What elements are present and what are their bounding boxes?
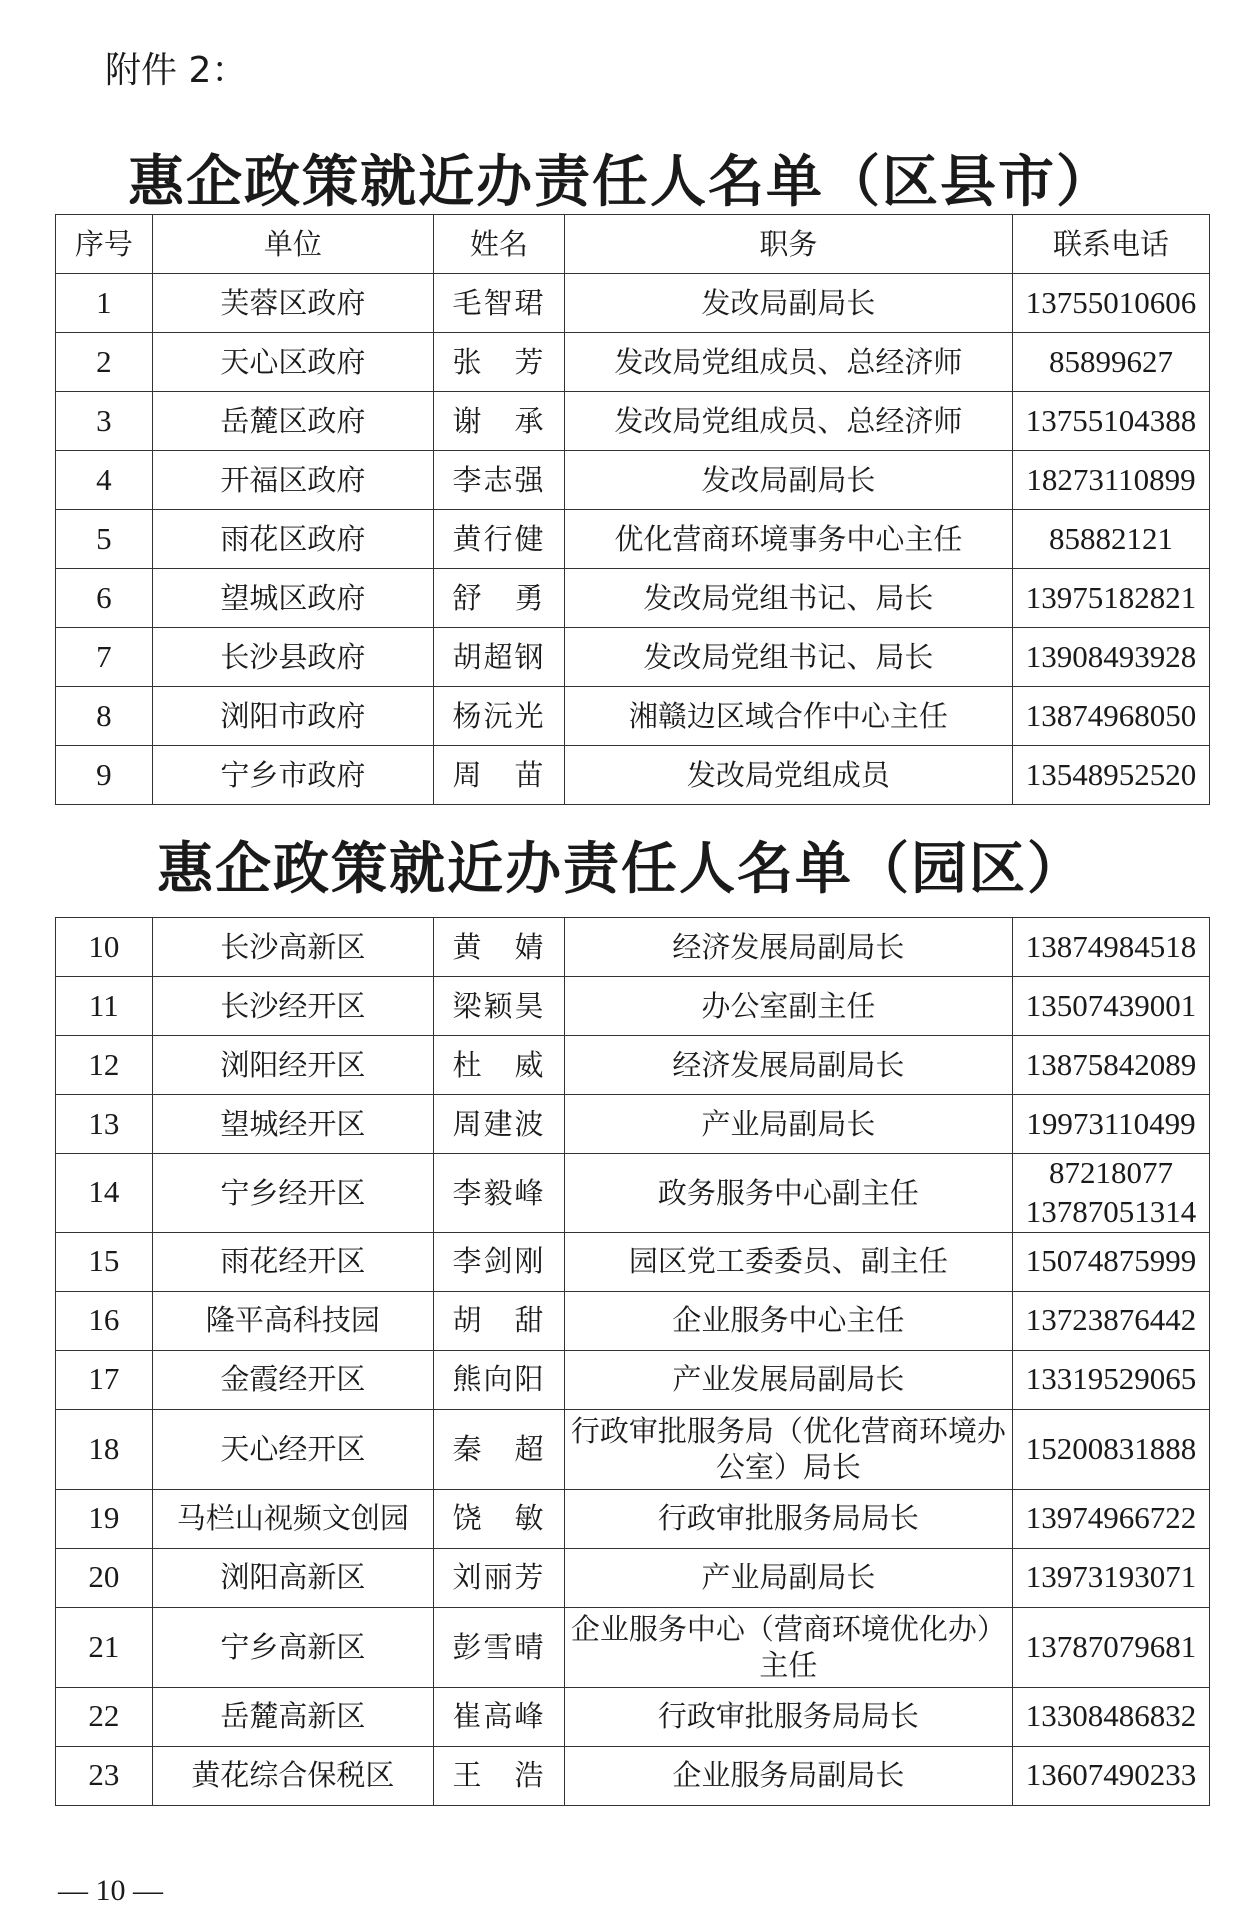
header-index: 序号 bbox=[56, 215, 153, 274]
row-index: 4 bbox=[56, 451, 153, 510]
table-row bbox=[56, 1489, 1210, 1548]
header-name: 姓名 bbox=[434, 215, 565, 274]
row-phone: 13874968050 bbox=[1013, 687, 1210, 746]
row-name: 李剑刚 bbox=[434, 1232, 565, 1291]
row-unit: 雨花经开区 bbox=[152, 1232, 434, 1291]
row-name: 李志强 bbox=[434, 451, 565, 510]
row-index: 7 bbox=[56, 628, 153, 687]
row-unit: 金霞经开区 bbox=[152, 1350, 434, 1409]
row-phone: 13723876442 bbox=[1013, 1291, 1210, 1350]
row-position: 发改局党组成员、总经济师 bbox=[564, 392, 1012, 451]
row-position: 发改局党组成员、总经济师 bbox=[564, 333, 1012, 392]
row-index: 21 bbox=[56, 1607, 153, 1687]
row-unit: 浏阳市政府 bbox=[152, 687, 434, 746]
row-phone bbox=[1013, 1154, 1210, 1233]
row-position: 产业局副局长 bbox=[564, 1548, 1012, 1607]
table-row bbox=[56, 392, 1210, 451]
row-position: 优化营商环境事务中心主任 bbox=[564, 510, 1012, 569]
table-row bbox=[56, 1409, 1210, 1489]
table-row bbox=[56, 274, 1210, 333]
row-phone-line: 13787051314 bbox=[1025, 1193, 1197, 1229]
row-phone: 13973193071 bbox=[1013, 1548, 1210, 1607]
row-name: 李毅峰 bbox=[434, 1154, 565, 1233]
row-phone: 13874984518 bbox=[1013, 918, 1210, 977]
row-index: 9 bbox=[56, 746, 153, 805]
row-name: 毛智珺 bbox=[434, 274, 565, 333]
table-row bbox=[56, 687, 1210, 746]
row-phone-line: 87218077 bbox=[1049, 1155, 1173, 1190]
row-name: 胡超钢 bbox=[434, 628, 565, 687]
row-index: 6 bbox=[56, 569, 153, 628]
table-row bbox=[56, 1350, 1210, 1409]
park-table bbox=[55, 917, 1210, 1806]
row-name: 王 浩 bbox=[434, 1746, 565, 1805]
row-unit: 雨花区政府 bbox=[152, 510, 434, 569]
row-name: 秦 超 bbox=[434, 1409, 565, 1489]
row-index: 17 bbox=[56, 1350, 153, 1409]
row-phone: 85882121 bbox=[1013, 510, 1210, 569]
row-unit: 开福区政府 bbox=[152, 451, 434, 510]
row-name: 周建波 bbox=[434, 1095, 565, 1154]
row-unit: 天心经开区 bbox=[152, 1409, 434, 1489]
row-phone: 13507439001 bbox=[1013, 977, 1210, 1036]
row-phone: 15200831888 bbox=[1013, 1409, 1210, 1489]
row-name: 杜 威 bbox=[434, 1036, 565, 1095]
table-row bbox=[56, 1687, 1210, 1746]
table-row bbox=[56, 628, 1210, 687]
row-phone: 13548952520 bbox=[1013, 746, 1210, 805]
row-phone: 13319529065 bbox=[1013, 1350, 1210, 1409]
row-index: 11 bbox=[56, 977, 153, 1036]
row-phone: 15074875999 bbox=[1013, 1232, 1210, 1291]
row-unit: 长沙经开区 bbox=[152, 977, 434, 1036]
row-index: 22 bbox=[56, 1687, 153, 1746]
row-index: 3 bbox=[56, 392, 153, 451]
page-number: — 10 — bbox=[58, 1874, 163, 1907]
district-table bbox=[55, 214, 1210, 805]
row-unit: 宁乡高新区 bbox=[152, 1607, 434, 1687]
row-index: 1 bbox=[56, 274, 153, 333]
row-index: 5 bbox=[56, 510, 153, 569]
row-index: 13 bbox=[56, 1095, 153, 1154]
row-position: 发改局党组成员 bbox=[564, 746, 1012, 805]
row-phone: 13308486832 bbox=[1013, 1687, 1210, 1746]
table2-title: 惠企政策就近办责任人名单（园区） bbox=[157, 836, 1085, 902]
row-position: 行政审批服务局局长 bbox=[564, 1687, 1012, 1746]
row-name: 崔高峰 bbox=[434, 1687, 565, 1746]
row-position: 经济发展局副局长 bbox=[564, 1036, 1012, 1095]
row-unit: 浏阳高新区 bbox=[152, 1548, 434, 1607]
row-index: 12 bbox=[56, 1036, 153, 1095]
row-index: 20 bbox=[56, 1548, 153, 1607]
row-name: 胡 甜 bbox=[434, 1291, 565, 1350]
table-row bbox=[56, 1291, 1210, 1350]
row-name: 黄 婧 bbox=[434, 918, 565, 977]
row-name: 熊向阳 bbox=[434, 1350, 565, 1409]
row-position: 行政审批服务局（优化营商环境办公室）局长 bbox=[564, 1409, 1012, 1489]
row-position: 行政审批服务局局长 bbox=[564, 1489, 1012, 1548]
row-phone: 13875842089 bbox=[1013, 1036, 1210, 1095]
row-position: 企业服务局副局长 bbox=[564, 1746, 1012, 1805]
table-row bbox=[56, 1095, 1210, 1154]
table-row bbox=[56, 1746, 1210, 1805]
row-phone: 13755104388 bbox=[1013, 392, 1210, 451]
row-position: 园区党工委委员、副主任 bbox=[564, 1232, 1012, 1291]
row-unit: 芙蓉区政府 bbox=[152, 274, 434, 333]
header-unit: 单位 bbox=[152, 215, 434, 274]
row-index: 8 bbox=[56, 687, 153, 746]
table-row bbox=[56, 333, 1210, 392]
row-unit: 黄花综合保税区 bbox=[152, 1746, 434, 1805]
row-unit: 岳麓区政府 bbox=[152, 392, 434, 451]
row-name: 黄行健 bbox=[434, 510, 565, 569]
row-index: 19 bbox=[56, 1489, 153, 1548]
row-name: 梁颖昊 bbox=[434, 977, 565, 1036]
table-row bbox=[56, 1154, 1210, 1233]
attachment-label: 附件 2： bbox=[105, 50, 248, 91]
row-index: 16 bbox=[56, 1291, 153, 1350]
row-unit: 望城区政府 bbox=[152, 569, 434, 628]
row-position: 湘赣边区域合作中心主任 bbox=[564, 687, 1012, 746]
row-position: 企业服务中心主任 bbox=[564, 1291, 1012, 1350]
header-phone: 联系电话 bbox=[1013, 215, 1210, 274]
table-header-row bbox=[56, 215, 1210, 274]
row-index: 14 bbox=[56, 1154, 153, 1233]
row-position: 办公室副主任 bbox=[564, 977, 1012, 1036]
row-phone: 13607490233 bbox=[1013, 1746, 1210, 1805]
row-index: 2 bbox=[56, 333, 153, 392]
table-row bbox=[56, 451, 1210, 510]
row-phone: 13755010606 bbox=[1013, 274, 1210, 333]
table-row bbox=[56, 1232, 1210, 1291]
table-row bbox=[56, 510, 1210, 569]
row-position: 发改局党组书记、局长 bbox=[564, 569, 1012, 628]
table-row bbox=[56, 746, 1210, 805]
row-unit: 隆平高科技园 bbox=[152, 1291, 434, 1350]
row-position: 发改局副局长 bbox=[564, 274, 1012, 333]
row-name: 杨沅光 bbox=[434, 687, 565, 746]
row-name: 周 苗 bbox=[434, 746, 565, 805]
row-name: 彭雪晴 bbox=[434, 1607, 565, 1687]
table1-title: 惠企政策就近办责任人名单（区县市） bbox=[128, 149, 1114, 215]
row-index: 23 bbox=[56, 1746, 153, 1805]
row-position: 产业发展局副局长 bbox=[564, 1350, 1012, 1409]
row-position: 发改局党组书记、局长 bbox=[564, 628, 1012, 687]
row-position: 产业局副局长 bbox=[564, 1095, 1012, 1154]
row-name: 舒 勇 bbox=[434, 569, 565, 628]
row-unit: 天心区政府 bbox=[152, 333, 434, 392]
row-unit: 宁乡市政府 bbox=[152, 746, 434, 805]
row-phone: 13974966722 bbox=[1013, 1489, 1210, 1548]
row-unit: 长沙县政府 bbox=[152, 628, 434, 687]
table-row bbox=[56, 1548, 1210, 1607]
row-unit: 岳麓高新区 bbox=[152, 1687, 434, 1746]
row-index: 15 bbox=[56, 1232, 153, 1291]
row-phone: 13908493928 bbox=[1013, 628, 1210, 687]
header-position: 职务 bbox=[564, 215, 1012, 274]
row-phone: 13975182821 bbox=[1013, 569, 1210, 628]
row-name: 刘丽芳 bbox=[434, 1548, 565, 1607]
row-position: 企业服务中心（营商环境优化办）主任 bbox=[564, 1607, 1012, 1687]
row-name: 饶 敏 bbox=[434, 1489, 565, 1548]
row-position: 政务服务中心副主任 bbox=[564, 1154, 1012, 1233]
row-unit: 马栏山视频文创园 bbox=[152, 1489, 434, 1548]
row-index: 18 bbox=[56, 1409, 153, 1489]
row-name: 谢 承 bbox=[434, 392, 565, 451]
table-row bbox=[56, 569, 1210, 628]
row-phone: 85899627 bbox=[1013, 333, 1210, 392]
row-unit: 宁乡经开区 bbox=[152, 1154, 434, 1233]
row-position: 经济发展局副局长 bbox=[564, 918, 1012, 977]
row-phone: 18273110899 bbox=[1013, 451, 1210, 510]
table-row bbox=[56, 977, 1210, 1036]
row-phone: 19973110499 bbox=[1013, 1095, 1210, 1154]
table-row bbox=[56, 1607, 1210, 1687]
row-unit: 浏阳经开区 bbox=[152, 1036, 434, 1095]
table-row bbox=[56, 1036, 1210, 1095]
row-index: 10 bbox=[56, 918, 153, 977]
row-position: 发改局副局长 bbox=[564, 451, 1012, 510]
table-row bbox=[56, 918, 1210, 977]
row-unit: 望城经开区 bbox=[152, 1095, 434, 1154]
row-name: 张 芳 bbox=[434, 333, 565, 392]
row-unit: 长沙高新区 bbox=[152, 918, 434, 977]
row-phone: 13787079681 bbox=[1013, 1607, 1210, 1687]
